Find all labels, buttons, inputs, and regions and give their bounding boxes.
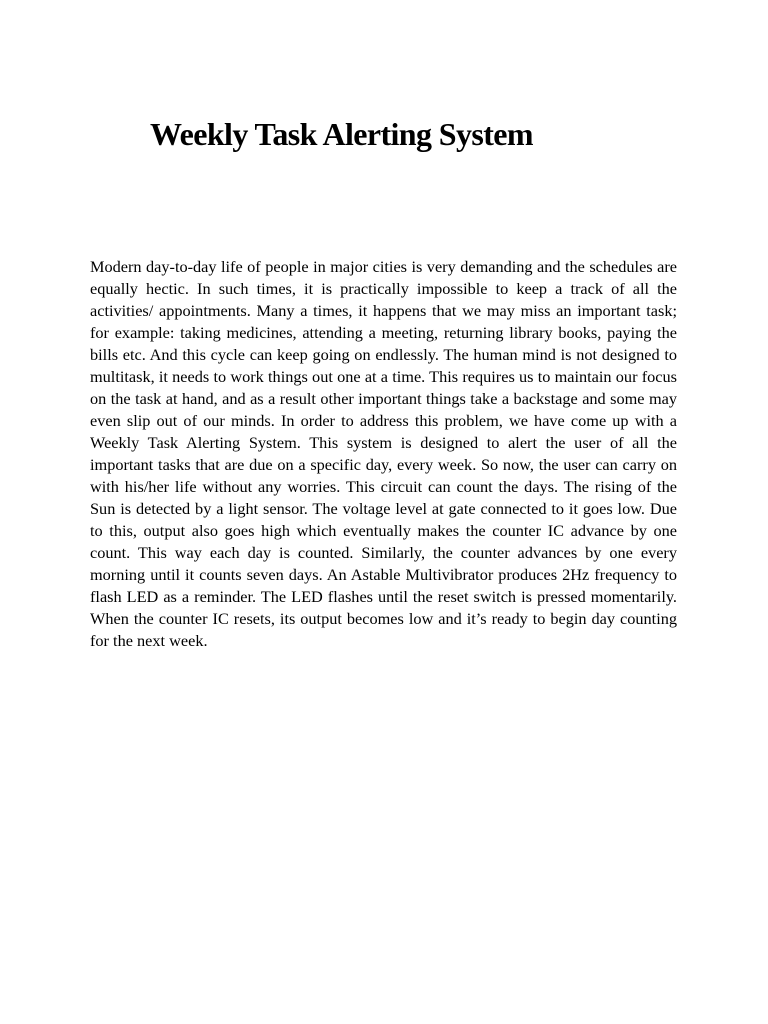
document-body-paragraph: Modern day-to-day life of people in major cities is very demanding and the schedules are equally hectic. In such times, it is practically impossible to keep a track of all the activities/ appointments. Many a times, it happens that we may miss an important task; for example: taking medicines, attending a meeting, returning library books, paying the bills etc. And this cycle can keep going on endlessly. The human mind is not designed to multitask, it needs to work things out one at a time. This requires us to maintain our focus on the task at hand, and as a result other important things take a backstage and some may even slip out of our minds. In order to address this problem, we have come up with a Weekly Task Alerting System. This system is designed to alert the user of all the important tasks that are due on a specific day, every week. So now, the user can carry on with his/her life without any worries. This circuit can count the days. The rising of the Sun is detected by a light sensor. The voltage level at gate connected to it goes low. Due to this, output also goes high which eventually makes the counter IC advance by one count. This way each day is counted. Similarly, the counter advances by one every morning until it counts seven days. An Astable Multivibrator produces 2Hz frequency to flash LED as a reminder. The LED flashes until the reset switch is pressed momentarily. When the counter IC resets, its output becomes low and it’s ready to begin day counting for the next week. [90, 257, 677, 650]
document-title: Weekly Task Alerting System [150, 116, 533, 152]
